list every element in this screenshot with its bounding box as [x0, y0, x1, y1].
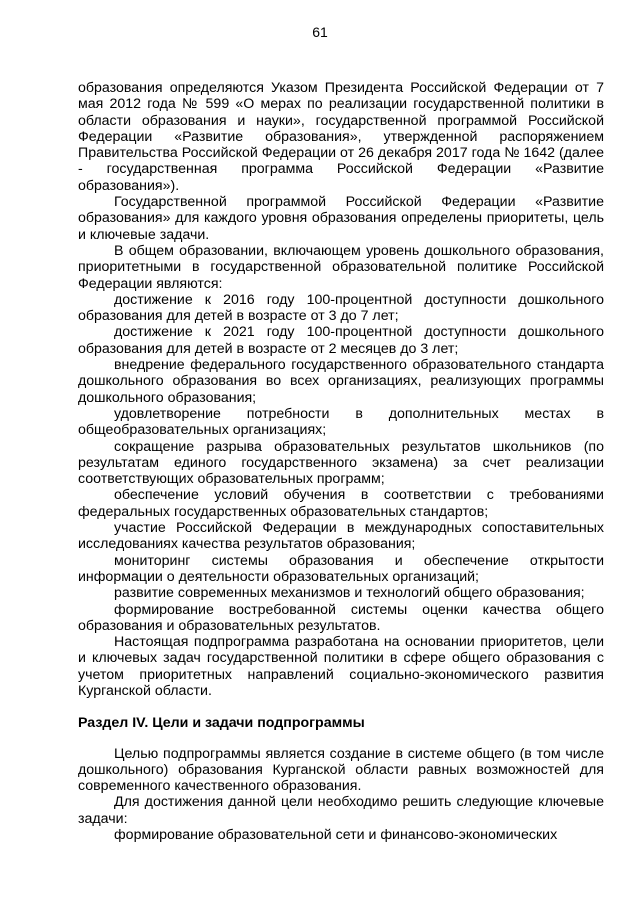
paragraph: Настоящая подпрограмма разработана на основании приоритетов, цели и ключевых задач государственной политики в сфере общего образования с учетом приоритетных направлений социально-экономического развития Курганской области.	[78, 634, 604, 699]
paragraph: обеспечение условий обучения в соответствии с требованиями федеральных государственных образовательных стандартов;	[78, 487, 604, 520]
paragraphs-before	[78, 80, 604, 699]
paragraph: внедрение федерального государственного образовательного стандарта дошкольного образования во всех организациях, реализующих программы дошкольного образования;	[78, 357, 604, 406]
paragraph: мониторинг системы образования и обеспечение открытости информации о деятельности образовательных организаций;	[78, 552, 604, 585]
paragraph: Государственной программой Российской Федерации «Развитие образования» для каждого уровня образования определены приоритеты, цель и ключевые задачи.	[78, 194, 604, 243]
paragraph: удовлетворение потребности в дополнительных местах в общеобразовательных организациях;	[78, 405, 604, 439]
paragraph: формирование образовательной сети и финансово-экономических	[114, 827, 558, 844]
paragraph: образования определяются Указом Президента Российской Федерации от 7 мая 2012 года № 599 «О мерах по реализации государственной политики в области образования и науки», государственной программой Российской Федерации «Развитие образования», утвержденной распоряжением Правительства Российской Федерации от 26 декабря 2017 года № 1642 (далее - государственная программа Российской Федерации «Развитие образования»).	[78, 80, 604, 194]
page-number: 61	[312, 24, 328, 40]
paragraph: развитие современных механизмов и технологий общего образования;	[114, 585, 585, 602]
paragraph: Для достижения данной цели необходимо решить следующие ключевые задачи:	[78, 794, 604, 827]
paragraph: достижение к 2021 году 100-процентной доступности дошкольного образования для детей в возрасте от 2 месяцев до 3 лет;	[78, 324, 604, 357]
paragraphs-after	[78, 746, 604, 844]
paragraph: Целью подпрограммы является создание в системе общего (в том числе дошкольного) образования Курганской области равных возможностей для современного качественного образования.	[78, 745, 604, 795]
paragraph: достижение к 2016 году 100-процентной доступности дошкольного образования для детей в возрасте от 3 до 7 лет;	[78, 291, 604, 325]
paragraph: сокращение разрыва образовательных результатов школьников (по результатам единого государственного экзамена) за счет реализации соответствующих образовательных программ;	[78, 438, 604, 488]
section-heading: Раздел IV. Цели и задачи подпрограммы	[78, 715, 365, 732]
body-text	[78, 80, 604, 843]
paragraph: формирование востребованной системы оценки качества общего образования и образовательных результатов.	[78, 601, 604, 634]
paragraph: В общем образовании, включающем уровень дошкольного образования, приоритетными в государственной образовательной политике Российской Федерации являются:	[78, 242, 604, 292]
paragraph: участие Российской Федерации в международных сопоставительных исследованиях качества результатов образования;	[78, 520, 604, 553]
